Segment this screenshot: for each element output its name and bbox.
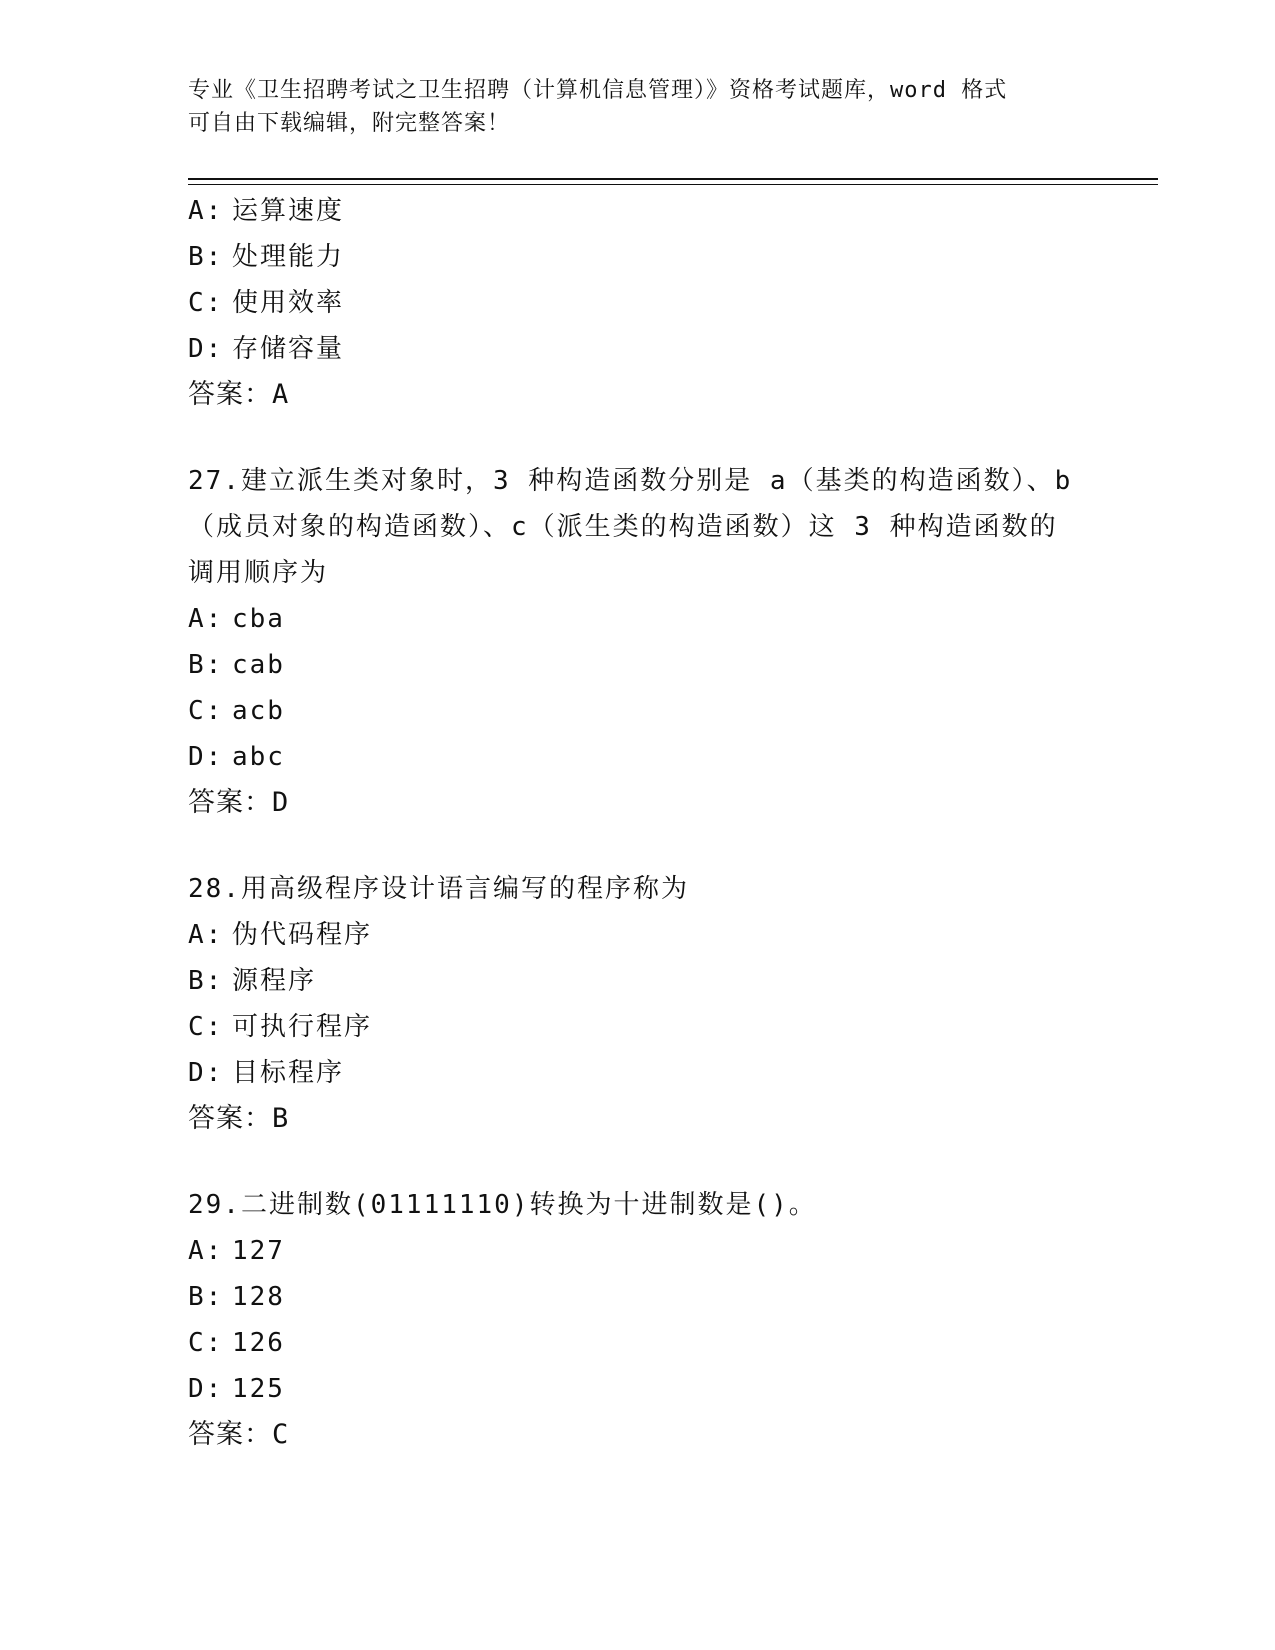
question-text-line: 27.建立派生类对象时，3 种构造函数分别是 a（基类的构造函数）、b bbox=[188, 466, 1073, 496]
option-text: 可执行程序 bbox=[232, 1012, 373, 1042]
option-letter: A: bbox=[188, 920, 224, 950]
question-29 bbox=[188, 1182, 1088, 1458]
option-letter: B: bbox=[188, 242, 224, 272]
option-text: cba bbox=[232, 604, 285, 634]
answer-line bbox=[188, 780, 1088, 826]
option-text: 伪代码程序 bbox=[232, 920, 373, 950]
header-line-1: 专业《卫生招聘考试之卫生招聘（计算机信息管理）》资格考试题库，word 格式 bbox=[188, 78, 1008, 103]
option-letter: A: bbox=[188, 604, 224, 634]
answer-line bbox=[188, 372, 1088, 418]
option-letter: C: bbox=[188, 1012, 224, 1042]
option-d bbox=[188, 1366, 1088, 1412]
option-letter: C: bbox=[188, 1328, 224, 1358]
option-text: 127 bbox=[232, 1236, 285, 1266]
option-b bbox=[188, 1274, 1088, 1320]
answer-line bbox=[188, 1412, 1088, 1458]
answer-label: 答案： bbox=[188, 1419, 272, 1450]
option-d bbox=[188, 1050, 1088, 1096]
option-letter: C: bbox=[188, 696, 224, 726]
answer-label: 答案： bbox=[188, 1103, 272, 1134]
option-letter: D: bbox=[188, 1374, 224, 1404]
option-text: cab bbox=[232, 650, 285, 680]
answer-label: 答案： bbox=[188, 379, 272, 410]
answer-key: C bbox=[272, 1419, 290, 1450]
answer-key: B bbox=[272, 1103, 290, 1134]
option-letter: A: bbox=[188, 196, 224, 226]
option-text: abc bbox=[232, 742, 285, 772]
header-line-2: 可自由下载编辑，附完整答案！ bbox=[188, 111, 511, 136]
option-text: 目标程序 bbox=[232, 1058, 345, 1088]
option-b bbox=[188, 958, 1088, 1004]
option-letter: C: bbox=[188, 288, 224, 318]
header-divider-thin bbox=[188, 184, 1158, 185]
option-letter: A: bbox=[188, 1236, 224, 1266]
option-text: 运算速度 bbox=[232, 196, 345, 226]
answer-key: D bbox=[272, 787, 290, 818]
question-28 bbox=[188, 866, 1088, 1142]
option-c bbox=[188, 688, 1088, 734]
answer-label: 答案： bbox=[188, 787, 272, 818]
option-text: 存储容量 bbox=[232, 334, 345, 364]
option-letter: D: bbox=[188, 742, 224, 772]
option-letter: B: bbox=[188, 1282, 224, 1312]
option-letter: B: bbox=[188, 650, 224, 680]
question-text-line: 29.二进制数(01111110)转换为十进制数是()。 bbox=[188, 1190, 817, 1220]
option-letter: D: bbox=[188, 1058, 224, 1088]
question-26-continuation bbox=[188, 188, 1088, 418]
option-d bbox=[188, 326, 1088, 372]
option-c bbox=[188, 280, 1088, 326]
question-text-line: 调用顺序为 bbox=[188, 558, 329, 588]
question-text-line: 28.用高级程序设计语言编写的程序称为 bbox=[188, 874, 689, 904]
option-text: 126 bbox=[232, 1328, 285, 1358]
option-b bbox=[188, 642, 1088, 688]
answer-key: A bbox=[272, 379, 290, 410]
option-b bbox=[188, 234, 1088, 280]
option-text: 125 bbox=[232, 1374, 285, 1404]
option-d bbox=[188, 734, 1088, 780]
option-a bbox=[188, 912, 1088, 958]
option-a bbox=[188, 1228, 1088, 1274]
option-a bbox=[188, 188, 1088, 234]
option-letter: D: bbox=[188, 334, 224, 364]
document-header bbox=[188, 74, 1068, 140]
question-list bbox=[188, 188, 1088, 1458]
header-divider-thick bbox=[188, 178, 1158, 180]
option-text: 处理能力 bbox=[232, 242, 345, 272]
option-letter: B: bbox=[188, 966, 224, 996]
option-text: acb bbox=[232, 696, 285, 726]
option-text: 128 bbox=[232, 1282, 285, 1312]
option-c bbox=[188, 1004, 1088, 1050]
option-a bbox=[188, 596, 1088, 642]
option-text: 使用效率 bbox=[232, 288, 345, 318]
option-c bbox=[188, 1320, 1088, 1366]
question-text-line: （成员对象的构造函数）、c（派生类的构造函数）这 3 种构造函数的 bbox=[188, 512, 1058, 542]
question-27 bbox=[188, 458, 1088, 826]
answer-line bbox=[188, 1096, 1088, 1142]
option-text: 源程序 bbox=[232, 966, 317, 996]
